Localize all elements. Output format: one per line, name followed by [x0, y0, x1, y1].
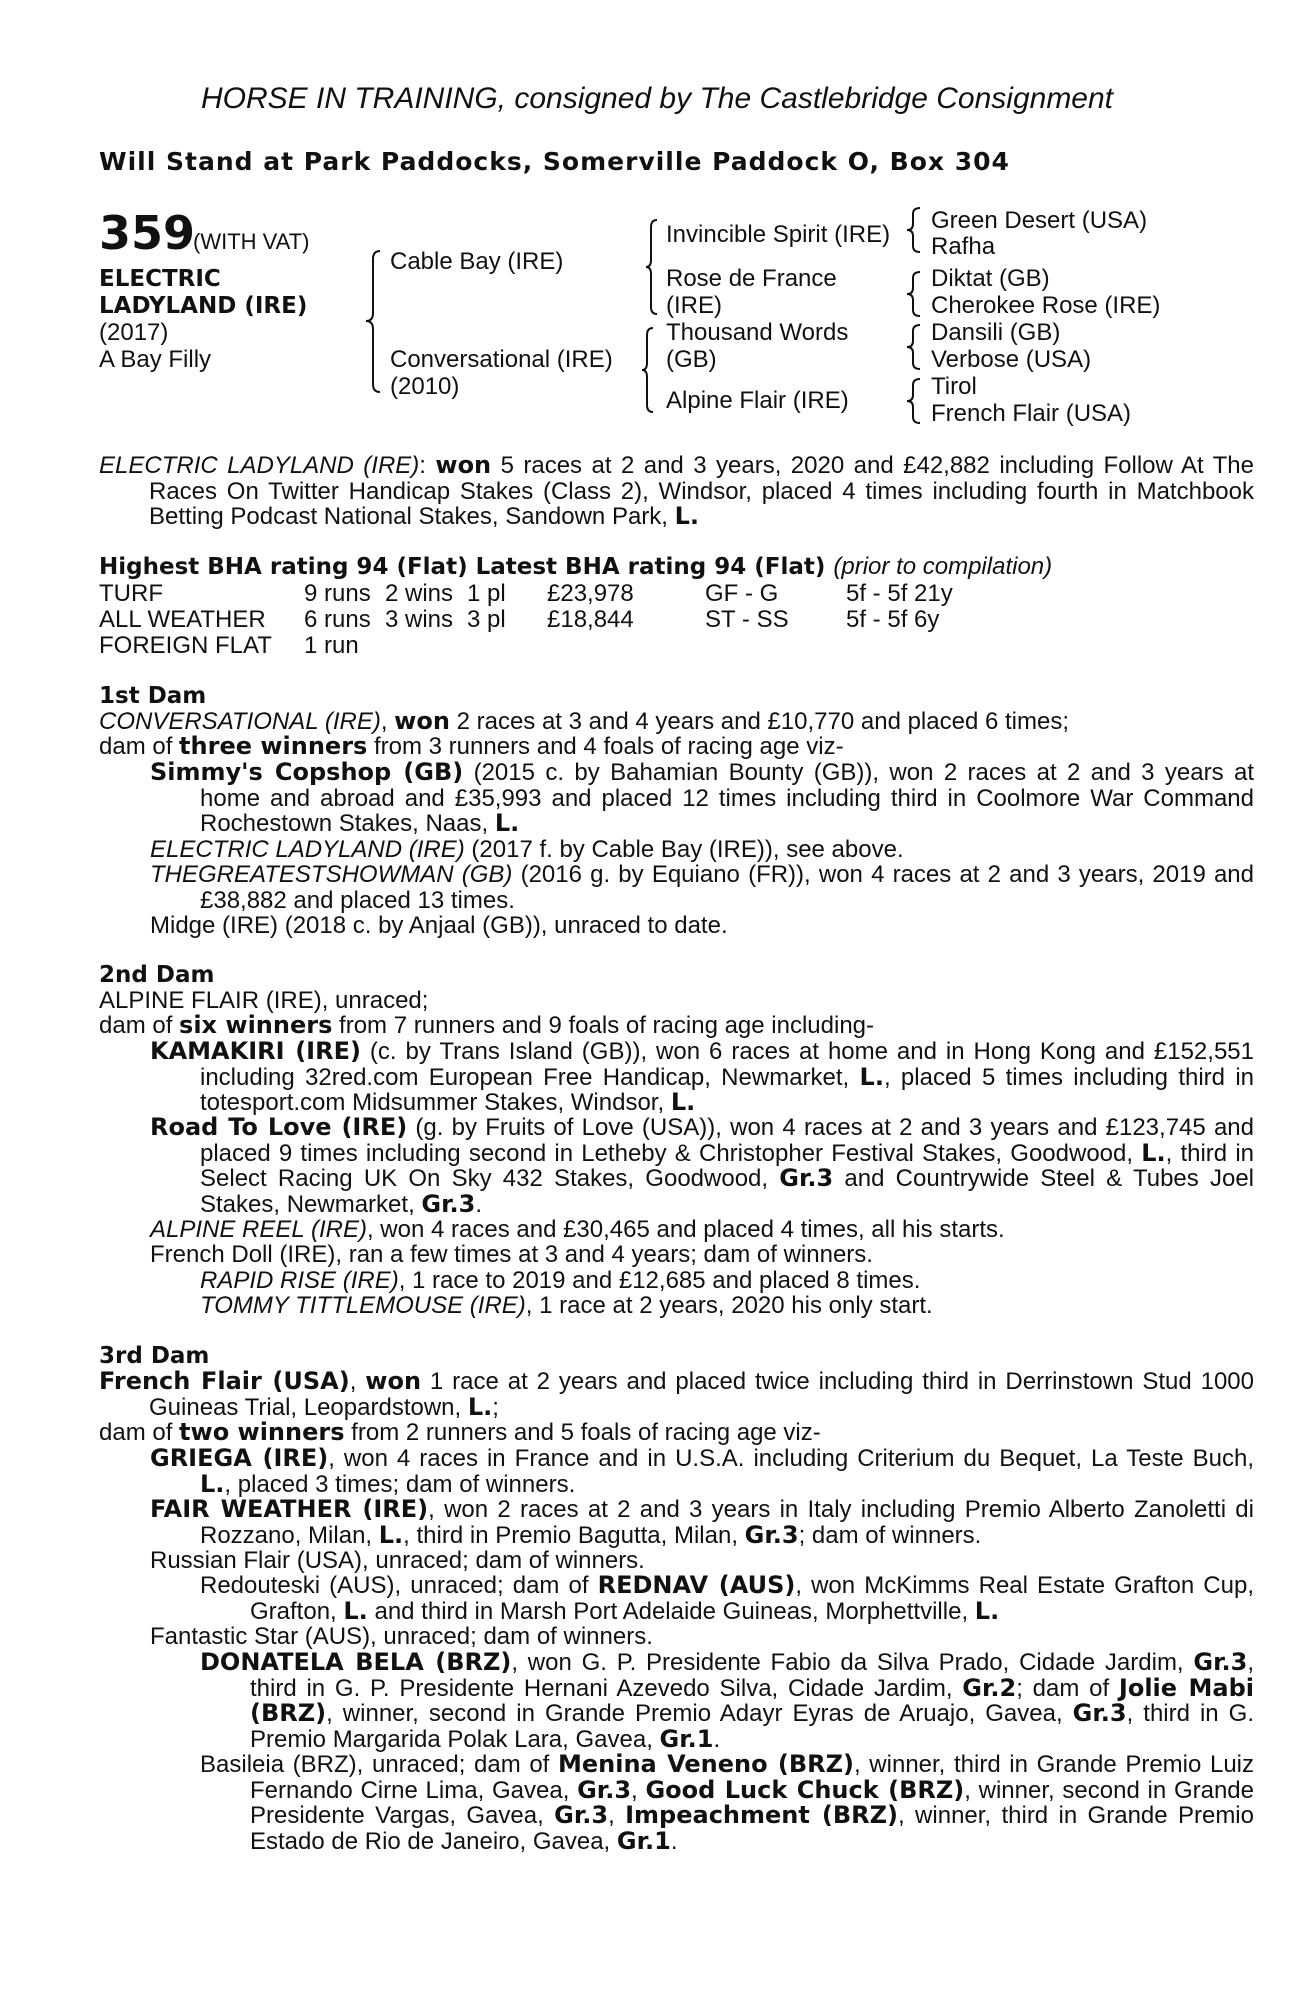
pedigree-brace-sd — [905, 270, 923, 318]
progeny-road-to-love: Road To Love (IRE) (g. by Fruits of Love (USA)), won 4 races at 2 and 3 years and £123,745 and placed 9 times including second in Letheby & Christopher Festival Stakes, Goodwood, L., third in Select Racing UK On Sky 432 Stakes, Goodwood, Gr.3 and Countrywide Steel & Tubes Joel Stakes, Newmarket, Gr.3. — [150, 1113, 1255, 1218]
pedigree-brace-dam — [640, 326, 656, 414]
progeny-simmys-copshop: Simmy's Copshop (GB) (2015 c. by Bahamian Bounty (GB)), won 2 races at 2 and 3 years at home and abroad and £35,993 and placed 12 times including third in Coolmore War Command Rochestown Stakes, Naas, L. — [150, 758, 1255, 837]
pedigree-sire-dam-line2: (IRE) — [666, 292, 722, 319]
first-dam-heading: 1st Dam — [99, 683, 207, 709]
pedigree-dss: Dansili (GB) — [931, 319, 1061, 346]
third-dam-heading: 3rd Dam — [99, 1343, 210, 1369]
pedigree-sdd: Cherokee Rose (IRE) — [931, 292, 1161, 319]
bha-rating: Highest BHA rating 94 (Flat) Latest BHA rating 94 (Flat) (prior to compilation) — [99, 553, 1053, 580]
pedigree-brace-dd — [905, 377, 923, 425]
progeny-donatela-bela: DONATELA BELA (BRZ), won G. P. Presidente Fabio da Silva Prado, Cidade Jardim, Gr.3, third in G. P. Presidente Hernani Azevedo Silva, Cidade Jardim, Gr.2; dam of Jolie Mabi (BRZ), winner, second in Grande Premio Adayr Eyras de Aruajo, Gavea, Gr.3, third in G. Premio Margarida Polak Lara, Gavea, Gr.1. — [200, 1648, 1255, 1753]
progeny-electric-ladyland: ELECTRIC LADYLAND (IRE) (2017 f. by Cable Bay (IRE)), see above. — [150, 836, 904, 863]
first-dam-line1: CONVERSATIONAL (IRE), won 2 races at 3 and 4 years and £10,770 and placed 6 times; — [99, 707, 1069, 735]
horse-description: A Bay Filly — [99, 346, 212, 373]
pedigree-sire-dam-line1: Rose de France — [666, 265, 837, 292]
second-dam-line1: ALPINE FLAIR (IRE), unraced; — [99, 987, 429, 1014]
progeny-basileia: Basileia (BRZ), unraced; dam of Menina Veneno (BRZ), winner, third in Grande Premio Luiz Fernando Cirne Lima, Gavea, Gr.3, Good Luck Chuck (BRZ), winner, second in Grande Presidente Vargas, Gavea, Gr.3, Impeachment (BRZ), winner, third in Grande Premio Estado de Rio de Janeiro, Gavea, Gr.1. — [200, 1750, 1255, 1855]
pedigree-dam: Conversational (IRE) — [390, 346, 613, 373]
progeny-fantastic-star: Fantastic Star (AUS), unraced; dam of winners. — [150, 1623, 653, 1650]
pedigree-brace-ds — [905, 323, 923, 371]
horse-name-line2: LADYLAND (IRE) — [99, 293, 308, 319]
pedigree-dsd: Verbose (USA) — [931, 346, 1092, 373]
progeny-russian-flair: Russian Flair (USA), unraced; dam of winners. — [150, 1547, 645, 1574]
second-dam-line2: dam of six winners from 7 runners and 9 foals of racing age including- — [99, 1011, 875, 1039]
pedigree-brace-sire — [644, 218, 660, 316]
horse-name-line1: ELECTRIC — [99, 266, 221, 292]
race-summary: ELECTRIC LADYLAND (IRE): won 5 races at 2 and 3 years, 2020 and £42,882 including Follow At The Races On Twitter Handicap Stakes (Class 2), Windsor, placed 4 times including fourth in Matchbook Betting Podcast National Stakes, Sandown Park, L. — [99, 451, 1254, 530]
second-dam-heading: 2nd Dam — [99, 962, 215, 988]
progeny-rapid-rise: RAPID RISE (IRE), 1 race to 2019 and £12,685 and placed 8 times. — [200, 1267, 921, 1294]
third-dam-line2: dam of two winners from 2 runners and 5 foals of racing age viz- — [99, 1418, 821, 1446]
pedigree-brace-main — [364, 249, 384, 394]
pedigree-sds: Diktat (GB) — [931, 265, 1050, 292]
progeny-alpine-reel: ALPINE REEL (IRE), won 4 races and £30,465 and placed 4 times, all his starts. — [150, 1216, 1005, 1243]
progeny-griega: GRIEGA (IRE), won 4 races in France and in U.S.A. including Criterium du Bequet, La Teste Buch, L., placed 3 times; dam of winners. — [150, 1444, 1254, 1498]
pedigree-sss: Green Desert (USA) — [931, 207, 1148, 234]
pedigree-ssd: Rafha — [931, 233, 996, 260]
pedigree-brace-ss — [905, 206, 923, 254]
pedigree-ddd: French Flair (USA) — [931, 400, 1132, 427]
pedigree-dam-year: (2010) — [390, 373, 460, 400]
pedigree-dam-sire-line1: Thousand Words — [666, 319, 849, 346]
progeny-french-doll: French Doll (IRE), ran a few times at 3 and 4 years; dam of winners. — [150, 1241, 873, 1268]
lot-number: 359 — [99, 206, 196, 260]
pedigree-dam-sire-line2: (GB) — [666, 346, 717, 373]
pedigree-sire: Cable Bay (IRE) — [390, 248, 564, 275]
catalogue-page: HORSE IN TRAINING, consigned by The Castlebridge Consignment Will Stand at Park Paddocks, Somerville Paddock O, Box 304 359 (WITH VAT) ELECTRIC LADYLAND (IRE) (2017) A Bay Filly Cable Bay (IRE) Conversational (IRE) (2010) Invincible Spirit (IRE) Rose de France (IRE) Thousand Words (GB) Alpine Flair (IRE) Green Desert (USA) Rafha Diktat (GB) Cherokee Rose (IRE) Dansili (GB) Verbose (USA) Tirol French Flair (USA) ELECTRIC LADYLAND (IRE): won 5 races at 2 and 3 years, 2020 and £42,882 including Follow At The Races On Twitter Handicap Stakes (Class 2), Windsor, placed 4 times including fourth in Matchbook Betting Podcast National Stakes, Sandown Park, L. Highest BHA rating 94 (Flat) Latest BHA rating 94 (Flat) (prior to compilation) TURF 9 runs 2 wins 1 pl £23,978 GF - G 5f - 5f 21y ALL WEATHER 6 runs 3 wins 3 pl £18,844 ST - SS 5f - 5f 6y FOREIGN FLAT 1 run 1st Dam CONVERSATIONAL (IRE), won 2 races at 3 and 4 years and £10,770 and placed 6 times; dam of three winners from 3 runners and 4 foals of racing age viz- Simmy's Copshop (GB) (2015 c. by Bahamian Bounty (GB)), won 2 races at 2 and 3 years at home and abroad and £35,993 and placed 12 times including third in Coolmore War Command Rochestown Stakes, Naas, L. ELECTRIC LADYLAND (IRE) (2017 f. by Cable Bay (IRE)), see above. THEGREATESTSHOWMAN (GB) (2016 g. by Equiano (FR)), won 4 races at 2 and 3 years, 2019 and £38,882 and placed 13 times. Midge (IRE) (2018 c. by Anjaal (GB)), unraced to date. 2nd Dam ALPINE FLAIR (IRE), unraced; dam of six winners from 7 runners and 9 foals of racing age including- KAMAKIRI (IRE) (c. by Trans Island (GB)), won 6 races at home and in Hong Kong and £152,551 including 32red.com European Free Handicap, Newmarket, L., placed 5 times including third in totesport.com Midsummer Stakes, Windsor, L. Road To Love (IRE) (g. by Fruits of Love (USA)), won 4 races at 2 and 3 years and £123,745 and placed 9 times including second in Letheby & Christopher Festival Stakes, Goodwood, L., third in Select Racing UK On Sky 432 Stakes, Goodwood, Gr.3 and Countrywide Steel & Tubes Joel Stakes, Newmarket, Gr.3. ALPINE REEL (IRE), won 4 races and £30,465 and placed 4 times, all his starts. French Doll (IRE), ran a few times at 3 and 4 years; dam of winners. RAPID RISE (IRE), 1 race to 2019 and £12,685 and placed 8 times. TOMMY TITTLEMOUSE (IRE), 1 race at 2 years, 2020 his only start. 3rd Dam French Flair (USA), won 1 race at 2 years and placed twice including third in Derrinstown Stud 1000 Guineas Trial, Leopardstown, L.; dam of two winners from 2 runners and 5 foals of racing age viz- GRIEGA (IRE), won 4 races in France and in U.S.A. including Criterium du Bequet, La Teste Buch, L., placed 3 times; dam of winners. FAIR WEATHER (IRE), won 2 races at 2 and 3 years in Italy including Premio Alberto Zanoletti di Rozzano, Milan, L., third in Premio Bagutta, Milan, Gr.3; dam of winners. Russian Flair (USA), unraced; dam of winners. Redouteski (AUS), unraced; dam of REDNAV (AUS), won McKimms Real Estate Grafton Cup, Grafton, L. and third in Marsh Port Adelaide Guineas, Morphettville, L. Fantastic Star (AUS), unraced; dam of winners. DONATELA BELA (BRZ), won G. P. Presidente Fabio da Silva Prado, Cidade Jardim, Gr.3, third in G. P. Presidente Hernani Azevedo Silva, Cidade Jardim, Gr.2; dam of Jolie Mabi (BRZ), winner, second in Grande Premio Adayr Eyras de Aruajo, Gavea, Gr.3, third in G. Premio Margarida Polak Lara, Gavea, Gr.1. Basileia (BRZ), unraced; dam of Menina Veneno (BRZ), winner, third in Grande Premio Luiz Fernando Cirne Lima, Gavea, Gr.3, Good Luck Chuck (BRZ), winner, second in Grande Presidente Vargas, Gavea, Gr.3, Impeachment (BRZ), winner, third in Grande Premio Estado de Rio de Janeiro, Gavea, Gr.1. — [0, 0, 1314, 2000]
progeny-redouteski: Redouteski (AUS), unraced; dam of REDNAV (AUS), won McKimms Real Estate Grafton Cup, Grafton, L. and third in Marsh Port Adelaide Guineas, Morphettville, L. — [200, 1571, 1255, 1625]
progeny-thegreatestshowman: THEGREATESTSHOWMAN (GB) (2016 g. by Equiano (FR)), won 4 races at 2 and 3 years, 2019 and £38,882 and placed 13 times. — [150, 861, 1255, 914]
third-dam-french-flair: French Flair (USA), won 1 race at 2 years and placed twice including third in Derrinstown Stud 1000 Guineas Trial, Leopardstown, L.; — [99, 1367, 1254, 1421]
foaled-year: (2017) — [99, 319, 169, 346]
pedigree-dam-dam: Alpine Flair (IRE) — [666, 387, 849, 414]
progeny-tommy-tittlemouse: TOMMY TITTLEMOUSE (IRE), 1 race at 2 years, 2020 his only start. — [200, 1292, 933, 1319]
progeny-fair-weather: FAIR WEATHER (IRE), won 2 races at 2 and 3 years in Italy including Premio Alberto Zanoletti di Rozzano, Milan, L., third in Premio Bagutta, Milan, Gr.3; dam of winners. — [150, 1495, 1254, 1549]
stand-location: Will Stand at Park Paddocks, Somerville Paddock O, Box 304 — [99, 147, 1010, 176]
first-dam-line2: dam of three winners from 3 runners and 4 foals of racing age viz- — [99, 732, 844, 760]
pedigree-sire-sire: Invincible Spirit (IRE) — [666, 221, 891, 248]
vat-note: (WITH VAT) — [193, 229, 310, 254]
page-header: HORSE IN TRAINING, consigned by The Castlebridge Consignment — [200, 82, 1114, 115]
progeny-midge: Midge (IRE) (2018 c. by Anjaal (GB)), unraced to date. — [150, 912, 728, 939]
progeny-kamakiri: KAMAKIRI (IRE) (c. by Trans Island (GB)), won 6 races at home and in Hong Kong and £152,551 including 32red.com European Free Handicap, Newmarket, L., placed 5 times including third in totesport.com Midsummer Stakes, Windsor, L. — [150, 1037, 1255, 1116]
pedigree-dds: Tirol — [931, 373, 977, 400]
